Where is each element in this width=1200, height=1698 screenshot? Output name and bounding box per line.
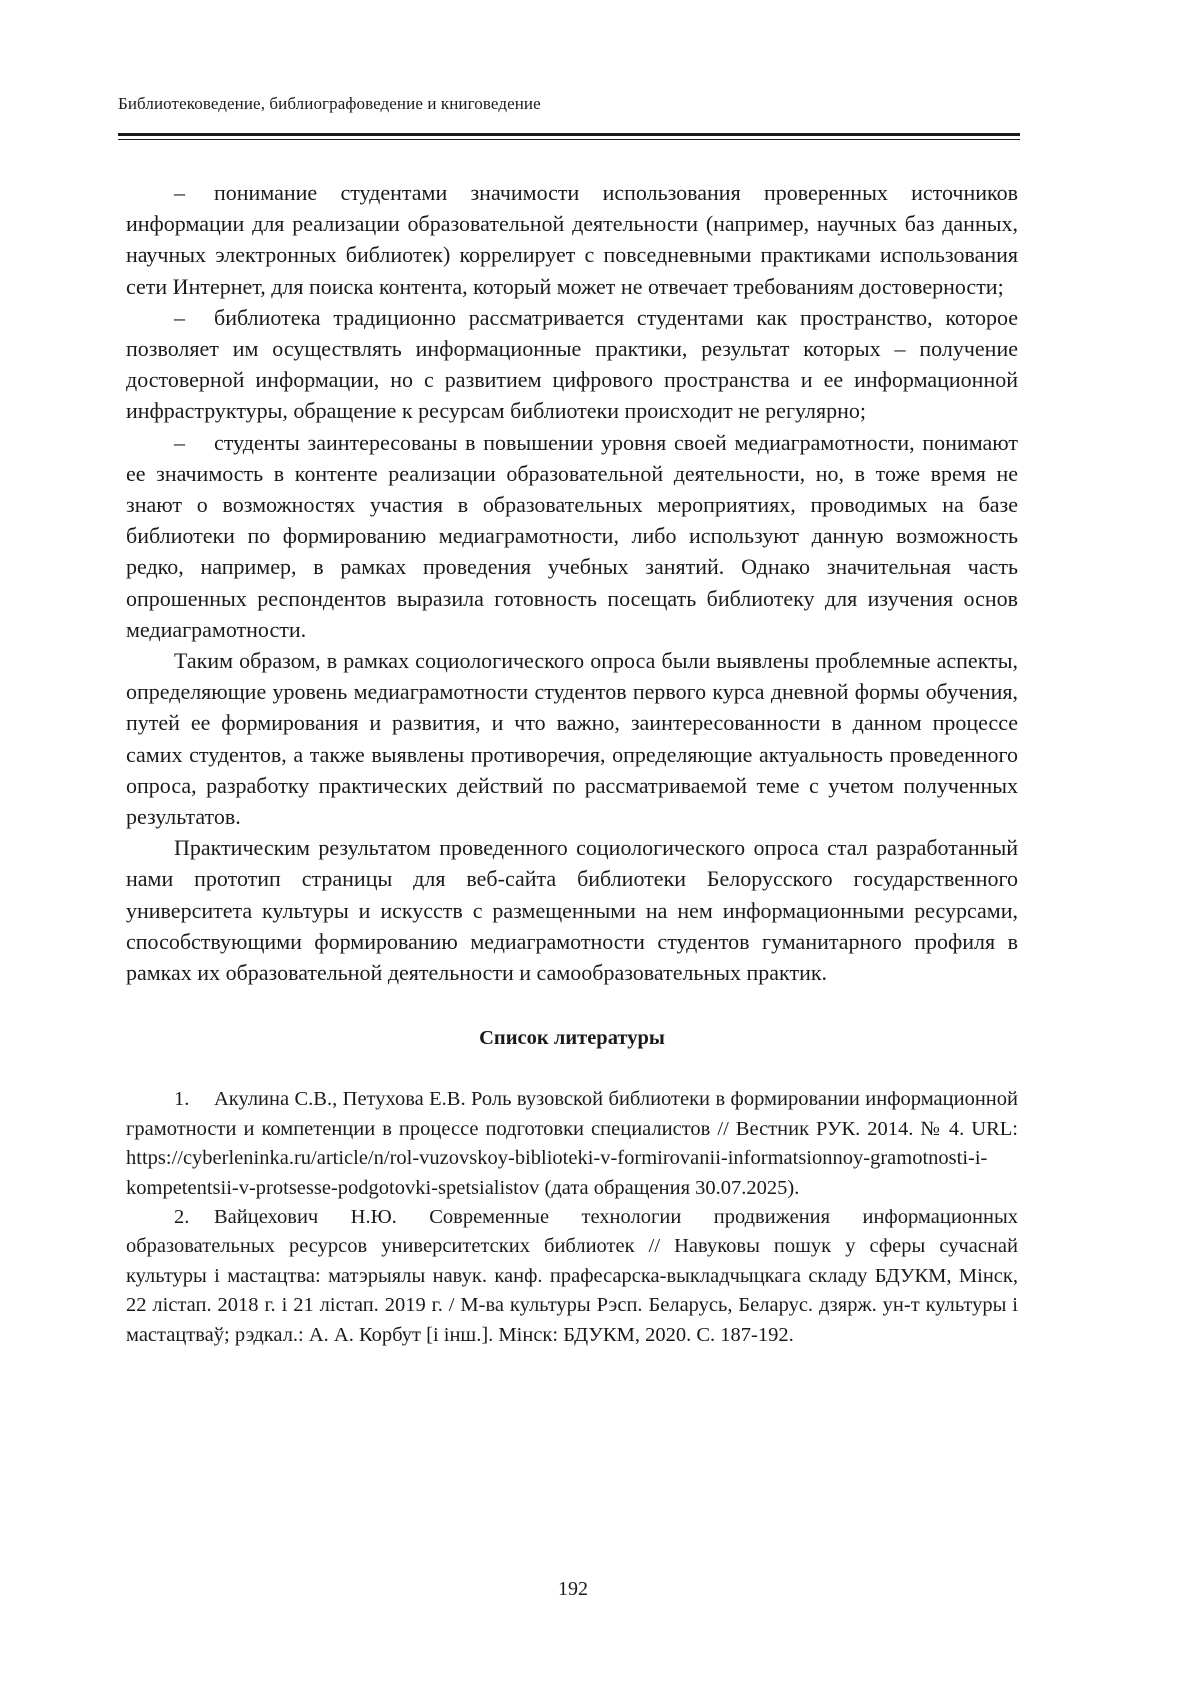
bullet-text: студенты заинтересованы в повышении уровня своей медиаграмотности, понимают ее значимость в контенте реализации образовательной деятельности, но, в тоже время не знают о возможностях участия в образовательных мероприятиях, проводимых на базе библиотеки по формированию медиаграмотности, либо используют данную возможность редко, например, в рамках проведения учебных занятий. Однако значительная часть опрошенных респондентов выразила готовность посещать библиотеку для изучения основ медиаграмотности.	[126, 429, 1018, 642]
bullet-dash: –	[174, 429, 185, 455]
running-header: Библиотековедение, библиографоведение и книговедение	[118, 94, 541, 113]
bullet-item	[126, 302, 1018, 427]
bullet-text: понимание студентами значимости использования проверенных источников информации для реализации образовательной деятельности (например, научных баз данных, научных электронных библиотек) коррелирует с повседневными практиками использования сети Интернет, для поиска контента, который может не отвечает требованиям достоверности;	[126, 180, 1018, 299]
reference-item	[126, 1085, 1018, 1203]
reference-item	[126, 1203, 1018, 1350]
conclusion-paragraph: Таким образом, в рамках социологического опроса были выявлены проблемные аспекты, определяющие уровень медиаграмотности студентов первого курса дневной формы обучения, путей ее формирования и развития, и что важно, заинтересованности в данном процессе самих студентов, а также выявлены противоречия, определяющие актуальность проведенного опроса, разработку практических действий по рассматриваемой теме с учетом полученных результатов.	[126, 648, 1018, 830]
reference-number: 1.	[174, 1088, 190, 1111]
bullet-dash: –	[174, 180, 185, 205]
header-rule-thick	[118, 133, 1020, 136]
reference-text: Акулина С.В., Петухова Е.В. Роль вузовской библиотеки в формировании информационной грамотности и компетенции в процессе подготовки специалистов // Вестник РУК. 2014. № 4. URL: https://cyberleninka.ru/article/n/rol-vuzovskoy-biblioteki-v-formirovanii-informatsionnoy-gramotnosti-i-kompetentsii-v-protsesse-podgotovki-spetsialistov (дата обращения 30.07.2025).	[126, 1088, 1018, 1199]
reference-text: Вайцехович Н.Ю. Современные технологии продвижения информационных образовательных ресурсов университетских библиотек // Навуковы пошук у сферы сучаснай культуры і мастацтва: матэрыялы навук. канф. прафесарска-выкладчыцкага складу БДУКМ, Мінск, 22 лістап. 2018 г. і 21 лістап. 2019 г. / М-ва культуры Рэсп. Беларусь, Беларус. дзярж. ун-т культуры і мастацтваў; рэдкал.: А. А. Корбут [і інш.]. Мінск: БДУКМ, 2020. С. 187-192.	[126, 1205, 1018, 1346]
bullet-item	[126, 427, 1018, 645]
bullet-item	[126, 177, 1018, 302]
references-title: Список литературы	[479, 1027, 665, 1050]
reference-number: 2.	[174, 1205, 190, 1228]
page-number: 192	[558, 1578, 588, 1600]
bullet-dash: –	[174, 304, 185, 330]
page-content	[126, 177, 1018, 1350]
bullet-text: библиотека традиционно рассматривается студентами как пространство, которое позволяет им осуществлять информационные практики, результат которых – получение достоверной информации, но с развитием цифрового пространства и ее информационной инфраструктуры, обращение к ресурсам библиотеки происходит не регулярно;	[126, 304, 1018, 424]
result-paragraph: Практическим результатом проведенного социологического опроса стал разработанный нами прототип страницы для веб-сайта библиотеки Белорусского государственного университета культуры и искусств с размещенными на нем информационными ресурсами, способствующими формированию медиаграмотности студентов гуманитарного профиля в рамках их образовательной деятельности и самообразовательных практик.	[126, 835, 1018, 986]
header-rule-thin	[118, 139, 1020, 140]
